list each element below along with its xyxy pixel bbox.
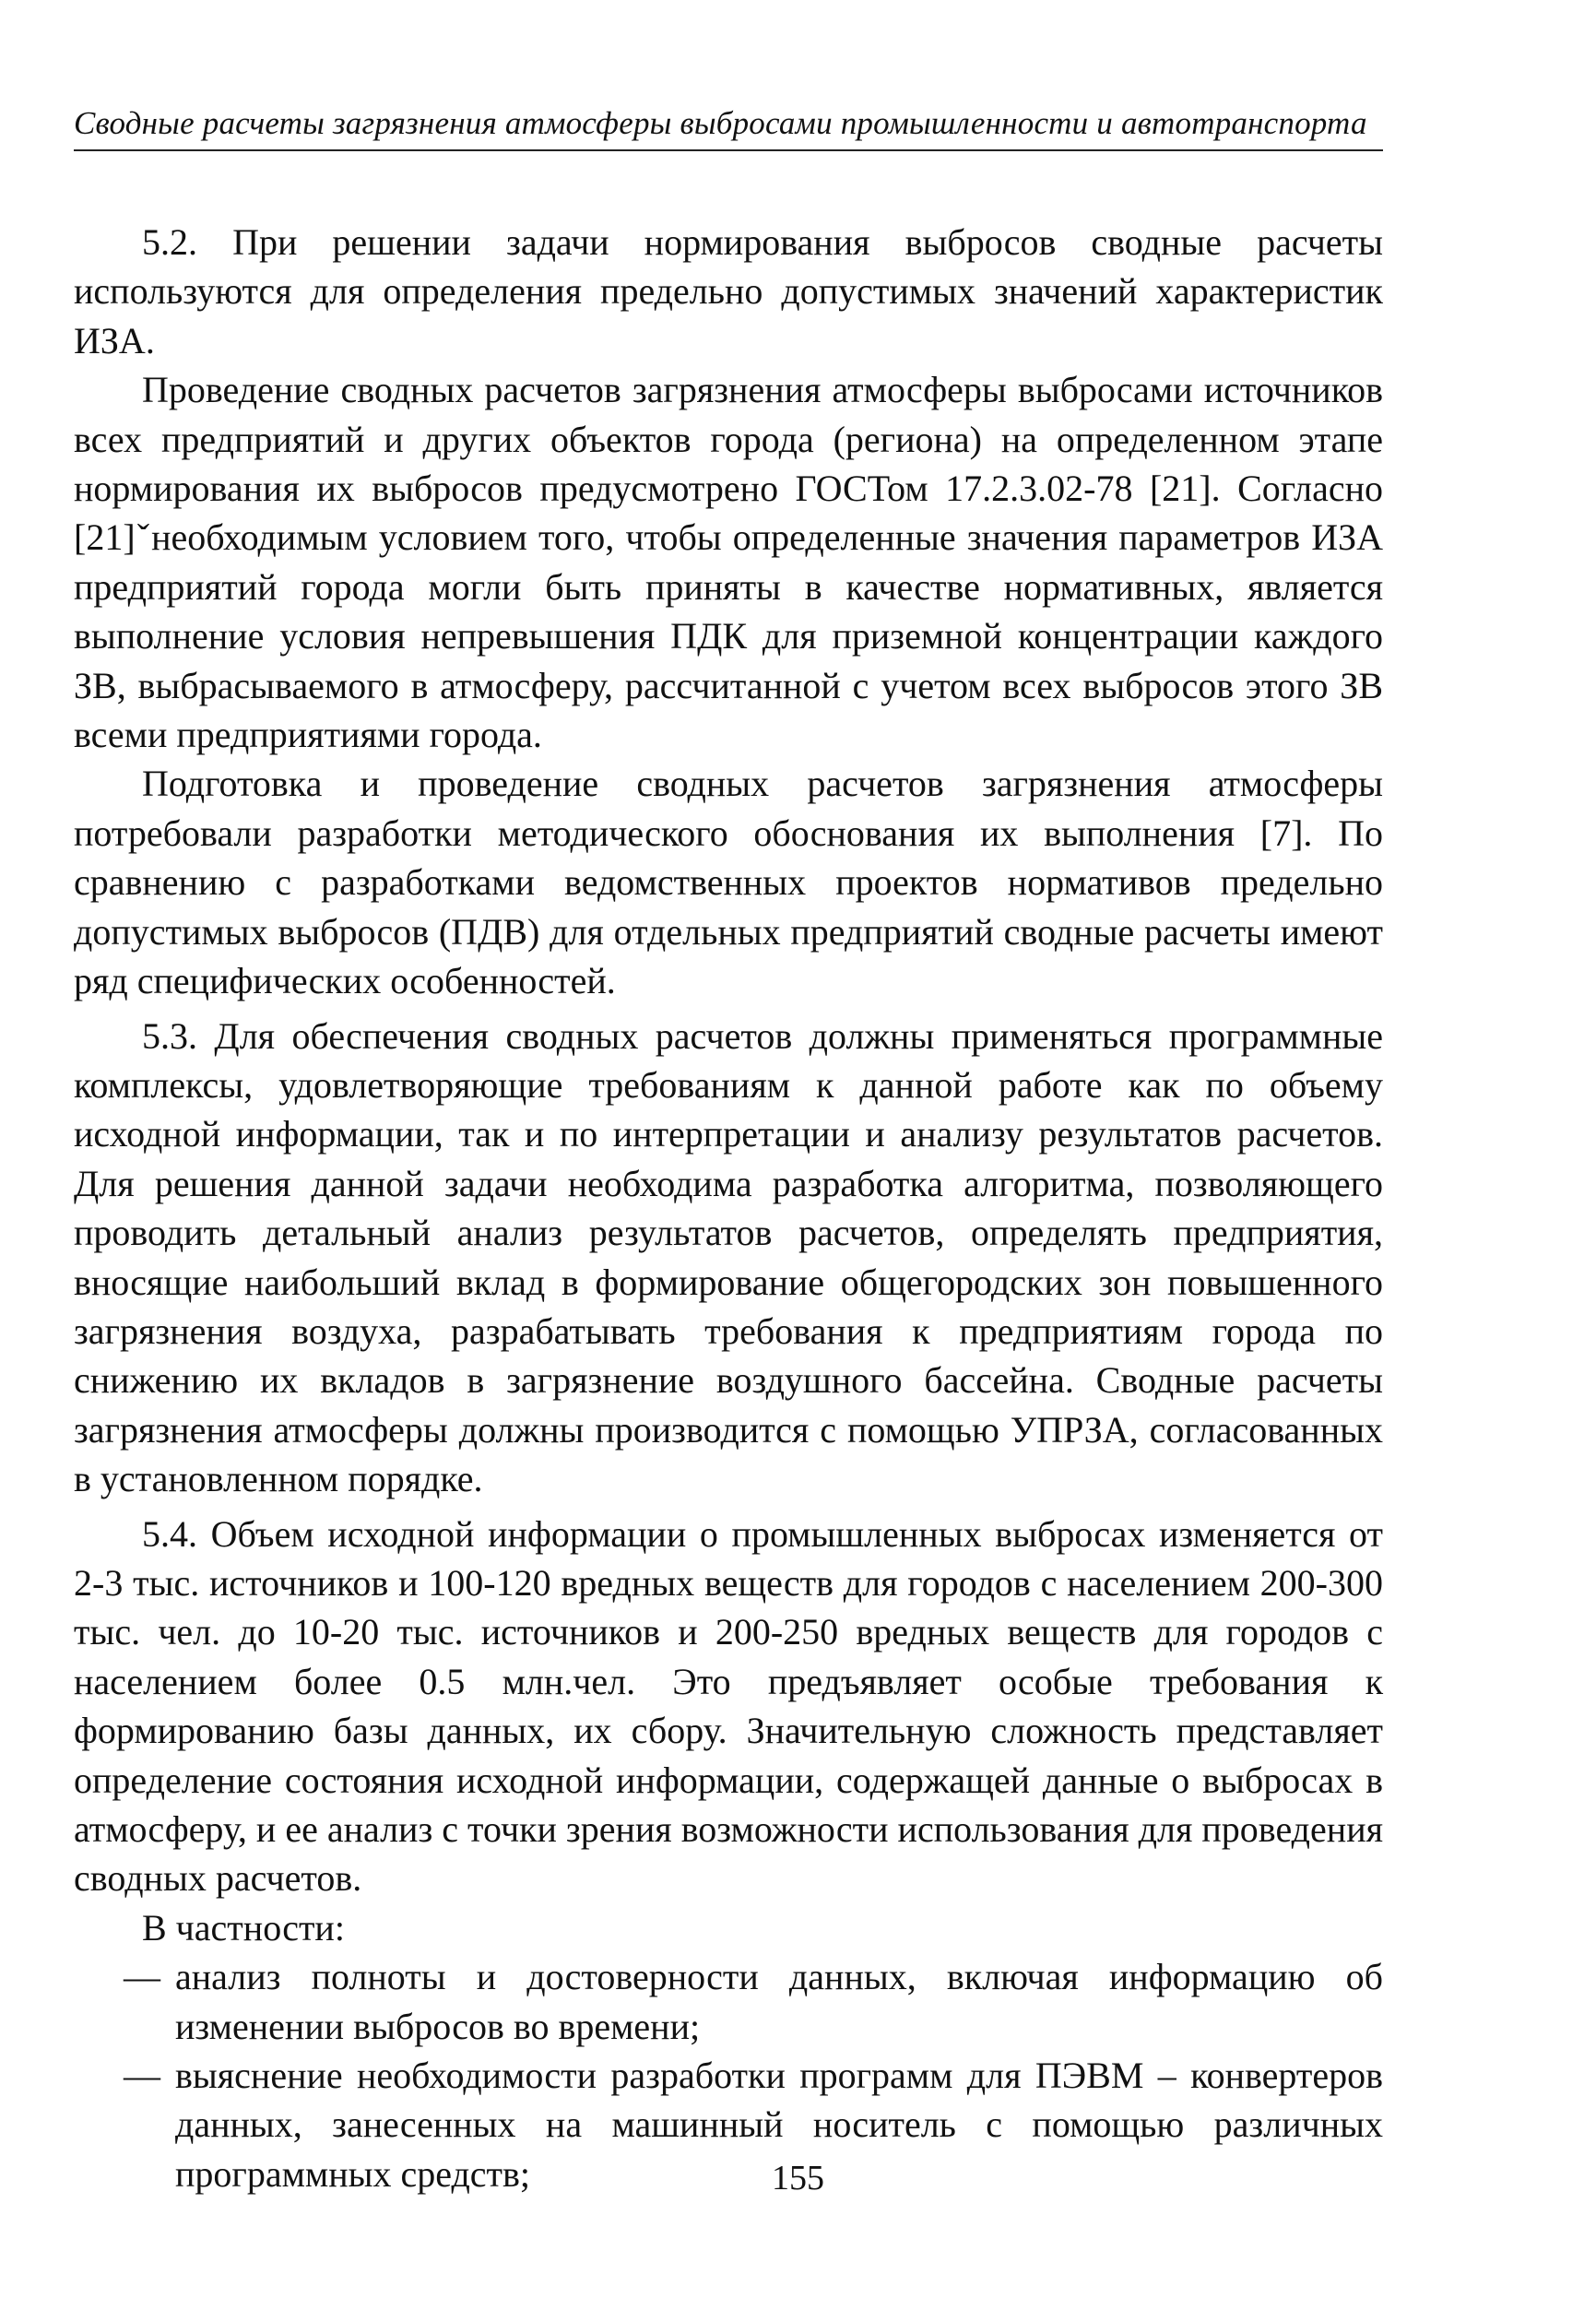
list-intro: В частности: xyxy=(142,1906,345,1949)
paragraph-5-2: 5.2. При решении задачи нормирования выбросов сводные расчеты используются для определения предельно допустимых значений характеристик ИЗА. xyxy=(74,221,1383,361)
list-item-text: анализ полноты и достоверности данных, включая информацию об изменении выбросов во времени; xyxy=(175,1956,1383,2047)
running-header: Сводные расчеты загрязнения атмосферы выбросами промышленности и автотранспорта xyxy=(74,101,1383,151)
paragraph-preparation: Подготовка и проведение сводных расчетов загрязнения атмосферы потребовали разработки методического обоснования их выполнения [7]. По сравнению с разработками ведомственных проектов нормативов предельно допустимых выбросов (ПДВ) для отдельных предприятий сводные расчеты имеют ряд специфических особенностей. xyxy=(74,763,1383,1002)
dash-marker: — xyxy=(124,2055,160,2097)
paragraph-5-3: 5.3. Для обеспечения сводных расчетов должны применяться программные комплексы, удовлетворяющие требованиям к данной работе как по объему исходной информации, так и по интерпретации и анализу результатов расчетов. Для решения данной задачи необходима разработка алгоритма, позволяющего проводить детальный анализ результатов расчетов, определять предприятия, вносящие наибольший вклад в формирование общегородских зон повышенного загрязнения воздуха, разрабатывать требования к предприятиям города по снижению их вкладов в загрязнение воздушного бассейна. Сводные расчеты загрязнения атмосферы должны производится с помощью УПРЗА, согласованных в установленном порядке. xyxy=(74,1014,1383,1500)
list-item-text: выяснение необходимости разработки программ для ПЭВМ – конвертеров данных, занесенных на машинный носитель с помощью различных программных средств; xyxy=(175,2055,1383,2195)
body-text xyxy=(74,218,1383,2198)
dash-marker: — xyxy=(124,1956,160,1998)
page xyxy=(74,101,1383,2198)
paragraph-5-4: 5.4. Объем исходной информации о промышленных выбросах изменяется от 2-3 тыс. источников и 100-120 вредных веществ для городов с населением 200-300 тыс. чел. до 10-20 тыс. источников и 200-250 вредных веществ для городов с населением более 0.5 млн.чел. Это предъявляет особые требования к формированию базы данных, их сбору. Значительную сложность представляет определение состояния исходной информации, содержащей данные о выбросах в атмосферу, и ее анализ с точки зрения возможности использования для проведения сводных расчетов. xyxy=(74,1512,1383,1900)
list-item xyxy=(74,1952,1383,2051)
page-number: 155 xyxy=(772,2159,824,2197)
paragraph-gost: Проведение сводных расчетов загрязнения атмосферы выбросами источников всех предприятий и других объектов города (региона) на определенном этапе нормирования их выбросов предусмотрено ГОСТом 17.2.3.02-78 [21]. Согласно [21]ˇнеобходимым условием того, чтобы определенные значения параметров ИЗА предприятий города могли быть приняты в качестве нормативных, является выполнение условия непревышения ПДК для приземной концентрации каждого ЗВ, выбрасываемого в атмосферу, рассчитанной с учетом всех выбросов этого ЗВ всеми предприятиями города. xyxy=(74,369,1383,756)
